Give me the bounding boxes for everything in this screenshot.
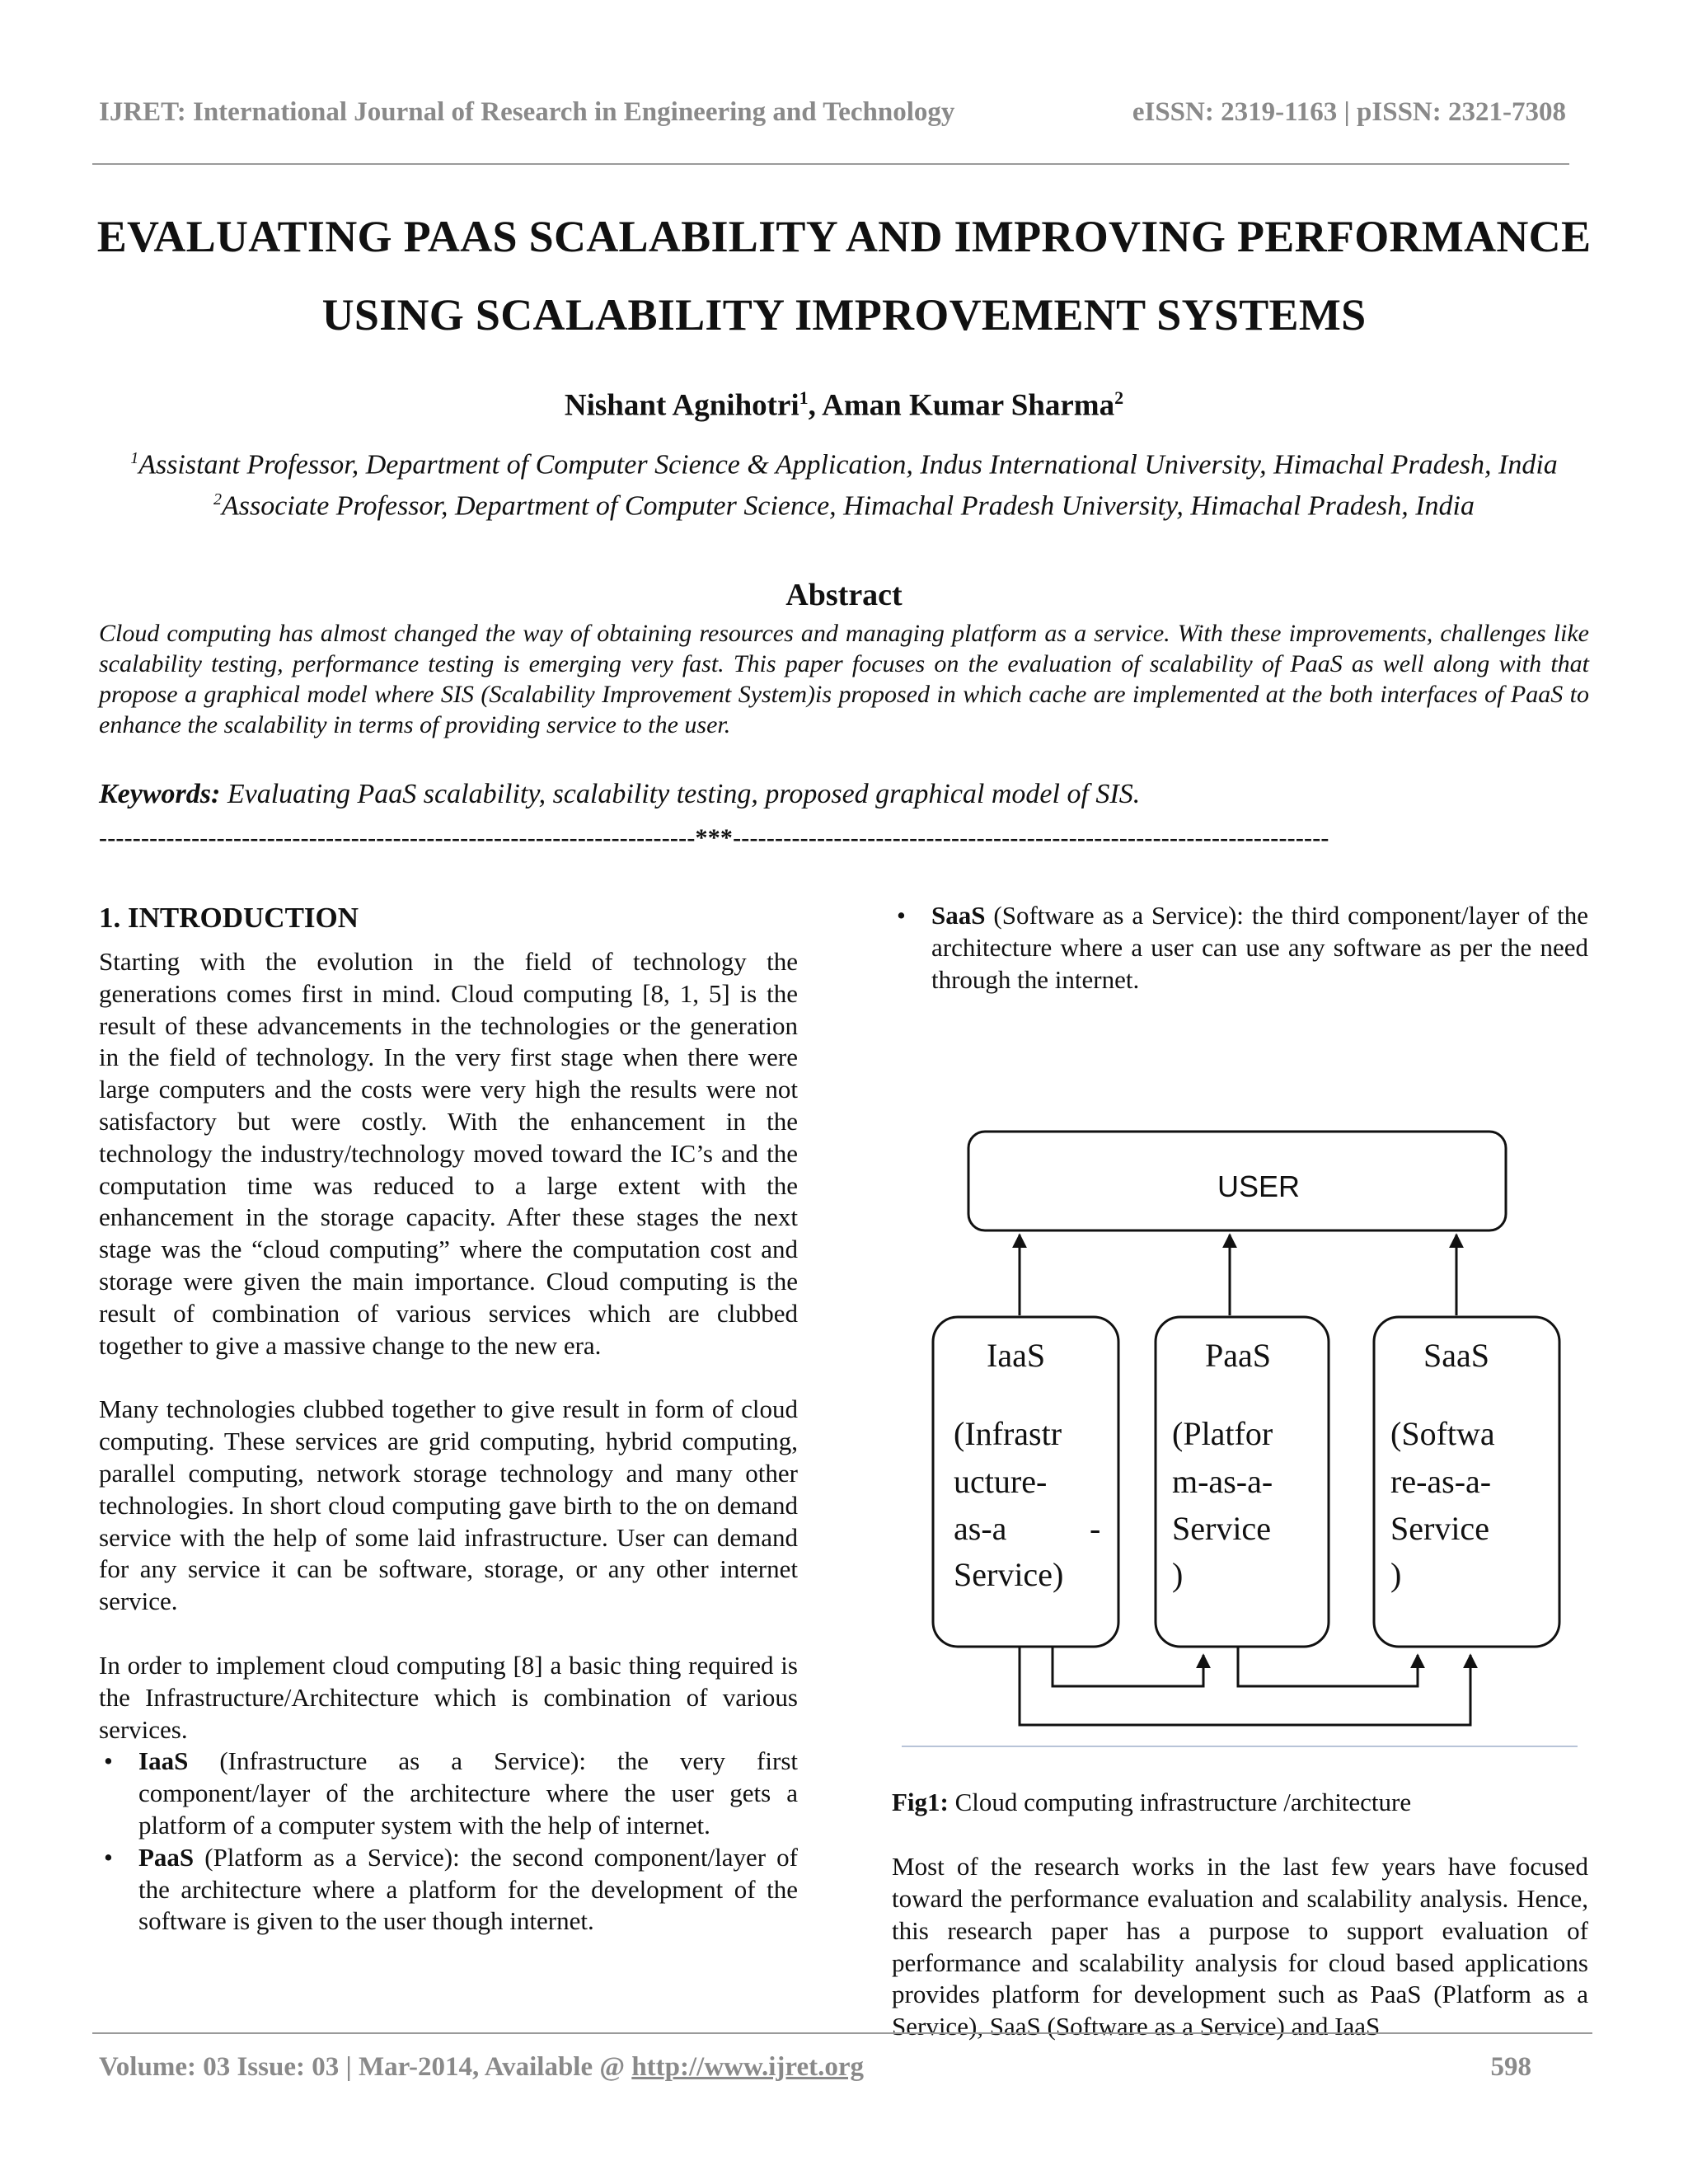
saas-line-4: ) xyxy=(1390,1556,1402,1594)
left-column xyxy=(99,900,798,1938)
footer-left xyxy=(99,2052,864,2083)
iaas-title: IaaS xyxy=(987,1337,1046,1375)
bullet-icon: • xyxy=(104,1842,113,1872)
connector-iaas-paas xyxy=(1053,1647,1203,1686)
author-2: Aman Kumar Sharma xyxy=(822,388,1115,423)
list-item-paas xyxy=(99,1842,798,1938)
list-item-text: (Software as a Service): the third component/layer of the architecture where a user can use any software as per the need through the internet. xyxy=(931,901,1588,994)
volume-info: Volume: 03 Issue: 03 | Mar-2014, Available @ xyxy=(99,2052,632,2082)
running-header xyxy=(99,97,1566,128)
paas-line-1: (Platfor xyxy=(1172,1415,1273,1453)
list-item-text: (Platform as a Service): the second component/layer of the architecture where a platform for the development of the software is given to the user though internet. xyxy=(138,1842,798,1936)
title-line-1: EVALUATING PAAS SCALABILITY AND IMPROVING PERFORMANCE xyxy=(96,212,1592,261)
journal-link[interactable]: http://www.ijret.org xyxy=(631,2052,864,2082)
iaas-line-1: (Infrastr xyxy=(954,1415,1062,1453)
figure-caption xyxy=(892,1787,1588,1819)
list-item-iaas xyxy=(99,1746,798,1841)
caption-text: Cloud computing infrastructure /architecture xyxy=(948,1788,1412,1817)
connector-paas-saas xyxy=(1238,1647,1418,1686)
journal-name: IJRET: International Journal of Research in Engineering and Technology xyxy=(99,97,955,127)
page-number: 598 xyxy=(1490,2052,1531,2082)
affiliation-1-sup: 1 xyxy=(130,449,139,467)
paas-line-3: Service xyxy=(1172,1510,1271,1548)
paper-title xyxy=(91,198,1597,354)
keywords xyxy=(99,779,1589,810)
footer-rule xyxy=(92,2032,1592,2034)
intro-paragraph-2: Many technologies clubbed together to give result in form of cloud computing. These services are grid computing, hybrid computing, parallel computing, network storage technology and many other technologies. In short cloud computing gave birth to the on demand service with the help of some laid infrastructure. User can demand for any service it can be software, storage, or any other internet service. xyxy=(99,1394,798,1616)
abstract-heading: Abstract xyxy=(785,578,903,612)
affiliations xyxy=(91,441,1597,524)
term-iaas: IaaS xyxy=(138,1746,189,1776)
author-1: Nishant Agnihotri xyxy=(564,388,799,423)
right-paragraph: Most of the research works in the last few years have focused toward the performance evaluation and scalability analysis. Hence, this research paper has a purpose to support evaluation of performance and scalability analysis for cloud based applications provides platform for development such as PaaS (Platform as a Service), SaaS (Software as a Service) and IaaS xyxy=(892,1852,1588,2041)
abstract-text: Cloud computing has almost changed the way of obtaining resources and managing platform as a service. With these improvements, challenges like scalability testing, performance testing is emerging very fast. This paper focuses on the evaluation of scalability of PaaS as well along with that propose a graphical model where SIS (Scalability Improvement System)is proposed in which cache are implemented at the both interfaces of PaaS to enhance the scalability in terms of providing service to the user. xyxy=(99,620,1589,738)
saas-line-2: re-as-a- xyxy=(1390,1463,1492,1501)
keywords-text: Evaluating PaaS scalability, scalability testing, proposed graphical model of SIS. xyxy=(220,779,1141,809)
author-2-sup: 2 xyxy=(1114,387,1124,408)
running-footer xyxy=(99,2052,1531,2083)
title-line-2: USING SCALABILITY IMPROVEMENT SYSTEMS xyxy=(321,290,1367,340)
iaas-dash: - xyxy=(1090,1510,1101,1548)
paas-line-4: ) xyxy=(1172,1556,1184,1594)
service-list xyxy=(99,1746,798,1938)
term-saas: SaaS xyxy=(931,901,986,930)
caption-label: Fig1: xyxy=(892,1788,949,1817)
saas-line-3: Service xyxy=(1390,1510,1489,1548)
list-item-text: (Infrastructure as a Service): the very first component/layer of the architecture where the user gets a platform of a computer system with the help of internet. xyxy=(138,1746,798,1840)
bullet-icon: • xyxy=(104,1746,113,1776)
iaas-line-4: Service) xyxy=(954,1556,1064,1594)
list-item-saas xyxy=(892,900,1588,996)
service-list-continued xyxy=(892,900,1588,996)
term-paas: PaaS xyxy=(138,1842,195,1872)
affiliation-2 xyxy=(91,482,1597,523)
right-column xyxy=(892,900,1588,2043)
authors xyxy=(0,387,1688,423)
paas-line-2: m-as-a- xyxy=(1172,1463,1273,1501)
header-rule xyxy=(92,163,1569,165)
affiliation-2-sup: 2 xyxy=(213,490,222,509)
keywords-label: Keywords: xyxy=(99,779,221,809)
author-separator: , xyxy=(808,388,823,423)
bullet-icon: • xyxy=(897,901,906,930)
issn: eISSN: 2319-1163 | pISSN: 2321-7308 xyxy=(1132,97,1566,127)
iaas-line-3: as-a xyxy=(954,1510,1007,1548)
figure-1 xyxy=(892,996,1588,1787)
saas-line-1: (Softwa xyxy=(1390,1415,1495,1453)
user-label: USER xyxy=(1217,1169,1301,1204)
section-separator: -----------------------------------------------------------------------***----------------------------------------------------------------------- xyxy=(99,824,1329,851)
affiliation-1 xyxy=(91,441,1597,482)
paas-title: PaaS xyxy=(1205,1337,1271,1375)
saas-title: SaaS xyxy=(1423,1337,1489,1375)
affiliation-1-text: Assistant Professor, Department of Computer Science & Application, Indus International University, Himachal Pradesh, India xyxy=(138,449,1558,480)
figure-rule xyxy=(902,1746,1578,1747)
architecture-diagram xyxy=(892,996,1588,1787)
section-heading-introduction: 1. INTRODUCTION xyxy=(99,902,359,934)
affiliation-2-text: Associate Professor, Department of Computer Science, Himachal Pradesh University, Himachal Pradesh, India xyxy=(221,490,1475,522)
author-1-sup: 1 xyxy=(799,387,809,408)
intro-paragraph-1: Starting with the evolution in the field of technology the generations comes first in mind. Cloud computing [8, 1, 5] is the result of these advancements in the technologies or the generation in the field of technology. In the very first stage when there were large computers and the costs were very high the results were not satisfactory but were costly. With the enhancement in the technology the industry/technology moved toward the IC’s and the computation time was reduced to a large extent with the enhancement in the storage capacity. After these stages the next stage was the “cloud computing” where the computation cost and storage were given the main importance. Cloud computing is the result of combination of various services which are clubbed together to give a massive change to the new era. xyxy=(99,947,798,1360)
intro-paragraph-3: In order to implement cloud computing [8] a basic thing required is the Infrastructure/Architecture which is combination of various services. xyxy=(99,1650,798,1744)
iaas-line-2: ucture- xyxy=(954,1463,1048,1501)
